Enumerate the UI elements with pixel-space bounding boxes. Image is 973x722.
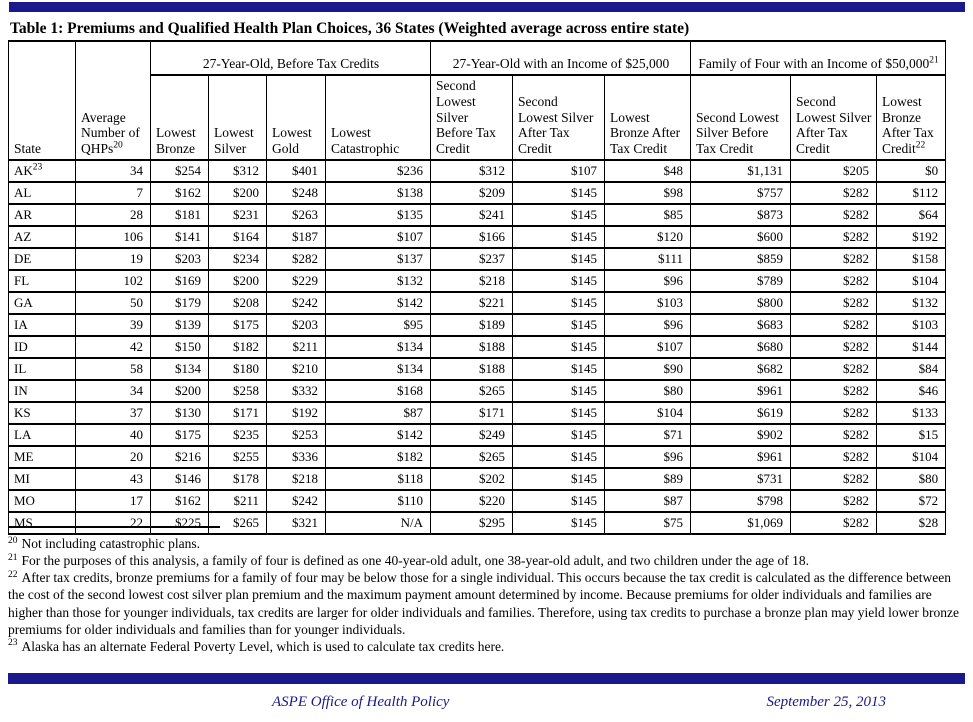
- value-cell: $282: [791, 182, 877, 204]
- footnote: [8, 552, 960, 569]
- state-label: KS: [14, 404, 31, 420]
- value-cell: $332: [267, 380, 326, 402]
- column-header-label: State: [14, 141, 41, 157]
- state-cell: [9, 160, 76, 182]
- value-cell: $255: [209, 446, 267, 468]
- value-cell: $282: [791, 314, 877, 336]
- column-header-label: Second Lowest Silver After Tax Credit: [796, 93, 872, 157]
- value-cell: N/A: [326, 512, 431, 534]
- value-cell: $282: [791, 226, 877, 248]
- value-cell: $282: [267, 248, 326, 270]
- state-cell: [9, 468, 76, 490]
- column-header: [431, 75, 513, 160]
- group-header-label: Family of Four with an Income of $50,000: [698, 56, 930, 72]
- value-cell: $98: [605, 182, 691, 204]
- table-row: [9, 358, 946, 380]
- value-cell: $182: [326, 446, 431, 468]
- value-cell: $237: [431, 248, 513, 270]
- value-cell: $902: [691, 424, 791, 446]
- value-cell: $203: [267, 314, 326, 336]
- value-cell: $182: [209, 336, 267, 358]
- value-cell: $139: [151, 314, 209, 336]
- value-cell: $169: [151, 270, 209, 292]
- value-cell: $107: [326, 226, 431, 248]
- column-header: [877, 75, 946, 160]
- state-cell: [9, 446, 76, 468]
- value-cell: $145: [513, 314, 605, 336]
- group-header: [151, 41, 431, 75]
- value-cell: $162: [151, 182, 209, 204]
- value-cell: $312: [209, 160, 267, 182]
- column-header-label: Average Number of QHPs: [81, 109, 140, 157]
- state-cell: [9, 336, 76, 358]
- value-cell: $145: [513, 468, 605, 490]
- value-cell: $209: [431, 182, 513, 204]
- column-header-label: Lowest Silver: [214, 125, 254, 157]
- value-cell: $145: [513, 182, 605, 204]
- value-cell: $282: [791, 270, 877, 292]
- value-cell: $85: [605, 204, 691, 226]
- value-cell: $180: [209, 358, 267, 380]
- value-cell: $282: [791, 248, 877, 270]
- footer-date: September 25, 2013: [766, 694, 886, 710]
- state-label: IA: [14, 316, 28, 332]
- state-label: LA: [14, 426, 32, 442]
- value-cell: $282: [791, 490, 877, 512]
- value-cell: $107: [605, 336, 691, 358]
- value-cell: $619: [691, 402, 791, 424]
- state-label: MI: [14, 470, 30, 486]
- footnotes: [8, 526, 960, 655]
- value-cell: $146: [151, 468, 209, 490]
- value-cell: $168: [326, 380, 431, 402]
- value-cell: $64: [877, 204, 946, 226]
- value-cell: $145: [513, 358, 605, 380]
- value-cell: $145: [513, 248, 605, 270]
- state-label: ID: [14, 338, 28, 354]
- value-cell: $295: [431, 512, 513, 534]
- state-label: IN: [14, 382, 28, 398]
- value-cell: $859: [691, 248, 791, 270]
- footnote-number: 22: [8, 569, 18, 580]
- column-header: [691, 75, 791, 160]
- value-cell: $282: [791, 424, 877, 446]
- value-cell: $282: [791, 204, 877, 226]
- value-cell: $321: [267, 512, 326, 534]
- value-cell: $110: [326, 490, 431, 512]
- value-cell: $312: [431, 160, 513, 182]
- value-cell: $192: [267, 402, 326, 424]
- value-cell: 106: [76, 226, 151, 248]
- state-label: GA: [14, 294, 33, 310]
- table-row: [9, 380, 946, 402]
- value-cell: $134: [326, 336, 431, 358]
- value-cell: $282: [791, 336, 877, 358]
- value-cell: $203: [151, 248, 209, 270]
- value-cell: $205: [791, 160, 877, 182]
- value-cell: $0: [877, 160, 946, 182]
- value-cell: 58: [76, 358, 151, 380]
- value-cell: 42: [76, 336, 151, 358]
- value-cell: $401: [267, 160, 326, 182]
- footnote-ref: 20: [113, 140, 123, 151]
- value-cell: $171: [431, 402, 513, 424]
- value-cell: $231: [209, 204, 267, 226]
- table-row: [9, 160, 946, 182]
- value-cell: 22: [76, 512, 151, 534]
- value-cell: $133: [877, 402, 946, 424]
- value-cell: $138: [326, 182, 431, 204]
- value-cell: $188: [431, 358, 513, 380]
- value-cell: $134: [151, 358, 209, 380]
- value-cell: $104: [605, 402, 691, 424]
- value-cell: $84: [877, 358, 946, 380]
- value-cell: 43: [76, 468, 151, 490]
- value-cell: $211: [209, 490, 267, 512]
- column-header-label: Lowest Catastrophic: [331, 125, 400, 157]
- state-label: ME: [14, 448, 34, 464]
- table-row: [9, 204, 946, 226]
- value-cell: $132: [326, 270, 431, 292]
- value-cell: 50: [76, 292, 151, 314]
- value-cell: $103: [605, 292, 691, 314]
- value-cell: $145: [513, 380, 605, 402]
- group-header: [431, 41, 691, 75]
- value-cell: $757: [691, 182, 791, 204]
- value-cell: $236: [326, 160, 431, 182]
- footnote-text: Not including catastrophic plans.: [21, 536, 200, 551]
- value-cell: $132: [877, 292, 946, 314]
- table-row: [9, 424, 946, 446]
- value-cell: $200: [209, 270, 267, 292]
- table-row: [9, 402, 946, 424]
- value-cell: $145: [513, 336, 605, 358]
- value-cell: $242: [267, 490, 326, 512]
- footnote-ref: 22: [915, 140, 926, 151]
- value-cell: 40: [76, 424, 151, 446]
- footnote-number: 21: [8, 552, 18, 563]
- value-cell: $171: [209, 402, 267, 424]
- state-cell: [9, 226, 76, 248]
- value-cell: $145: [513, 226, 605, 248]
- value-cell: $192: [877, 226, 946, 248]
- value-cell: $600: [691, 226, 791, 248]
- value-cell: $263: [267, 204, 326, 226]
- value-cell: $800: [691, 292, 791, 314]
- value-cell: $789: [691, 270, 791, 292]
- value-cell: $218: [267, 468, 326, 490]
- premiums-table: [8, 40, 946, 535]
- column-header: [151, 75, 209, 160]
- value-cell: $248: [267, 182, 326, 204]
- value-cell: $145: [513, 402, 605, 424]
- footnote-ref: 23: [32, 162, 43, 173]
- value-cell: $166: [431, 226, 513, 248]
- value-cell: $96: [605, 270, 691, 292]
- value-cell: $218: [431, 270, 513, 292]
- value-cell: $265: [431, 380, 513, 402]
- value-cell: $221: [431, 292, 513, 314]
- state-cell: [9, 248, 76, 270]
- state-cell: [9, 402, 76, 424]
- value-cell: $137: [326, 248, 431, 270]
- value-cell: $48: [605, 160, 691, 182]
- column-header-label: Lowest Bronze: [156, 125, 196, 157]
- value-cell: $75: [605, 512, 691, 534]
- value-cell: $90: [605, 358, 691, 380]
- column-header: [267, 75, 326, 160]
- value-cell: $96: [605, 314, 691, 336]
- state-cell: [9, 182, 76, 204]
- table-row: [9, 182, 946, 204]
- value-cell: $145: [513, 270, 605, 292]
- table-row: [9, 446, 946, 468]
- column-header: [326, 75, 431, 160]
- value-cell: $162: [151, 490, 209, 512]
- state-label: AK: [14, 162, 33, 178]
- value-cell: $241: [431, 204, 513, 226]
- state-cell: [9, 270, 76, 292]
- value-cell: $242: [267, 292, 326, 314]
- value-cell: $89: [605, 468, 691, 490]
- value-cell: $104: [877, 270, 946, 292]
- value-cell: $282: [791, 468, 877, 490]
- value-cell: $225: [151, 512, 209, 534]
- value-cell: $961: [691, 446, 791, 468]
- value-cell: $282: [791, 358, 877, 380]
- state-label: MO: [14, 492, 35, 508]
- value-cell: $142: [326, 292, 431, 314]
- footnote-text: After tax credits, bronze premiums for a family of four may be below those for a single individual. This occurs because the tax credit is calculated as the difference between the cost of the second lowest cost silver plan premium and the maximum payment amount determined by income. Because premiums for older individuals and families are higher than those for younger individuals, tax credits are larger for older individuals and families. Therefore, using tax credits to purchase a bronze plan may yield lower bronze premiums for older individuals and families than for younger individuals.: [8, 570, 959, 637]
- top-rule: [9, 2, 965, 12]
- value-cell: $189: [431, 314, 513, 336]
- value-cell: $216: [151, 446, 209, 468]
- value-cell: $87: [605, 490, 691, 512]
- value-cell: $220: [431, 490, 513, 512]
- column-header-label: Second Lowest Silver Before Tax Credit: [436, 78, 496, 157]
- value-cell: $46: [877, 380, 946, 402]
- value-cell: $798: [691, 490, 791, 512]
- footnote: [8, 638, 960, 655]
- value-cell: $150: [151, 336, 209, 358]
- value-cell: $135: [326, 204, 431, 226]
- value-cell: 28: [76, 204, 151, 226]
- value-cell: $254: [151, 160, 209, 182]
- value-cell: $80: [605, 380, 691, 402]
- value-cell: $282: [791, 380, 877, 402]
- state-label: AL: [14, 184, 32, 200]
- value-cell: $145: [513, 512, 605, 534]
- value-cell: $178: [209, 468, 267, 490]
- value-cell: $208: [209, 292, 267, 314]
- value-cell: $1,131: [691, 160, 791, 182]
- value-cell: $249: [431, 424, 513, 446]
- value-cell: 102: [76, 270, 151, 292]
- footer-org: ASPE Office of Health Policy: [272, 694, 450, 710]
- column-header: [513, 75, 605, 160]
- value-cell: $235: [209, 424, 267, 446]
- table-row: [9, 226, 946, 248]
- page-title: Table 1: Premiums and Qualified Health Plan Choices, 36 States (Weighted average across entire state): [10, 20, 690, 37]
- table-row: [9, 490, 946, 512]
- footnote-number: 20: [8, 535, 18, 546]
- value-cell: $158: [877, 248, 946, 270]
- value-cell: $80: [877, 468, 946, 490]
- value-cell: $104: [877, 446, 946, 468]
- value-cell: $145: [513, 204, 605, 226]
- column-header-label: Lowest Gold: [272, 125, 312, 157]
- value-cell: $164: [209, 226, 267, 248]
- footnote: [8, 569, 960, 638]
- column-header-qhps: [76, 41, 151, 160]
- state-label: AZ: [14, 228, 32, 244]
- table-row: [9, 248, 946, 270]
- footnote-text: Alaska has an alternate Federal Poverty Level, which is used to calculate tax credits here.: [21, 638, 505, 654]
- value-cell: $175: [151, 424, 209, 446]
- value-cell: $144: [877, 336, 946, 358]
- value-cell: $336: [267, 446, 326, 468]
- value-cell: $118: [326, 468, 431, 490]
- footer-rule: [8, 673, 965, 684]
- value-cell: $873: [691, 204, 791, 226]
- footnote-text: For the purposes of this analysis, a family of four is defined as one 40-year-old adult, one 38-year-old adult, and two children under the age of 18.: [21, 553, 809, 569]
- state-label: DE: [14, 250, 32, 266]
- value-cell: $181: [151, 204, 209, 226]
- table-row: [9, 314, 946, 336]
- column-header-label: Lowest Bronze After Tax Credit: [882, 93, 934, 157]
- footnote-separator: [8, 526, 220, 528]
- value-cell: 34: [76, 160, 151, 182]
- value-cell: $200: [209, 182, 267, 204]
- value-cell: $15: [877, 424, 946, 446]
- column-header: [791, 75, 877, 160]
- column-header-label: Second Lowest Silver Before Tax Credit: [696, 109, 779, 157]
- value-cell: $265: [431, 446, 513, 468]
- footnote: [8, 535, 960, 552]
- value-cell: $680: [691, 336, 791, 358]
- value-cell: $145: [513, 490, 605, 512]
- column-header: [209, 75, 267, 160]
- value-cell: $731: [691, 468, 791, 490]
- state-label: FL: [14, 272, 30, 288]
- value-cell: $96: [605, 446, 691, 468]
- value-cell: $200: [151, 380, 209, 402]
- table-row: [9, 336, 946, 358]
- column-header-state: [9, 41, 76, 160]
- value-cell: $87: [326, 402, 431, 424]
- value-cell: $211: [267, 336, 326, 358]
- value-cell: $265: [209, 512, 267, 534]
- state-cell: [9, 292, 76, 314]
- value-cell: 19: [76, 248, 151, 270]
- footnote-number: 23: [8, 638, 18, 649]
- value-cell: $107: [513, 160, 605, 182]
- value-cell: $282: [791, 292, 877, 314]
- value-cell: $103: [877, 314, 946, 336]
- value-cell: $134: [326, 358, 431, 380]
- table-row: [9, 270, 946, 292]
- value-cell: 34: [76, 380, 151, 402]
- state-label: AR: [14, 206, 33, 222]
- page-footer: [0, 694, 973, 716]
- table-row: [9, 468, 946, 490]
- state-label: MS: [14, 514, 33, 530]
- value-cell: $145: [513, 424, 605, 446]
- value-cell: $145: [513, 446, 605, 468]
- group-header-label: 27-Year-Old, Before Tax Credits: [202, 56, 380, 72]
- state-cell: [9, 490, 76, 512]
- column-header: [605, 75, 691, 160]
- value-cell: 37: [76, 402, 151, 424]
- value-cell: $112: [877, 182, 946, 204]
- value-cell: $683: [691, 314, 791, 336]
- value-cell: $253: [267, 424, 326, 446]
- column-header-label: Second Lowest Silver After Tax Credit: [518, 93, 594, 157]
- value-cell: 39: [76, 314, 151, 336]
- value-cell: $120: [605, 226, 691, 248]
- footnote-ref: 21: [929, 55, 939, 66]
- value-cell: $145: [513, 292, 605, 314]
- value-cell: $28: [877, 512, 946, 534]
- value-cell: $1,069: [691, 512, 791, 534]
- state-cell: [9, 314, 76, 336]
- table-row: [9, 292, 946, 314]
- value-cell: $234: [209, 248, 267, 270]
- value-cell: 17: [76, 490, 151, 512]
- group-header-label: 27-Year-Old with an Income of $25,000: [452, 56, 670, 72]
- value-cell: $210: [267, 358, 326, 380]
- value-cell: $130: [151, 402, 209, 424]
- value-cell: $282: [791, 402, 877, 424]
- value-cell: $258: [209, 380, 267, 402]
- value-cell: $111: [605, 248, 691, 270]
- state-cell: [9, 424, 76, 446]
- state-cell: [9, 204, 76, 226]
- value-cell: $188: [431, 336, 513, 358]
- state-label: IL: [14, 360, 27, 376]
- value-cell: $95: [326, 314, 431, 336]
- value-cell: $187: [267, 226, 326, 248]
- value-cell: $175: [209, 314, 267, 336]
- value-cell: $142: [326, 424, 431, 446]
- state-cell: [9, 380, 76, 402]
- value-cell: $682: [691, 358, 791, 380]
- state-cell: [9, 358, 76, 380]
- value-cell: $72: [877, 490, 946, 512]
- value-cell: 20: [76, 446, 151, 468]
- value-cell: $282: [791, 512, 877, 534]
- value-cell: $961: [691, 380, 791, 402]
- value-cell: $229: [267, 270, 326, 292]
- value-cell: 7: [76, 182, 151, 204]
- value-cell: $179: [151, 292, 209, 314]
- value-cell: $202: [431, 468, 513, 490]
- value-cell: $141: [151, 226, 209, 248]
- value-cell: $71: [605, 424, 691, 446]
- group-header: [691, 41, 946, 75]
- value-cell: $282: [791, 446, 877, 468]
- column-header-label: Lowest Bronze After Tax Credit: [610, 109, 681, 157]
